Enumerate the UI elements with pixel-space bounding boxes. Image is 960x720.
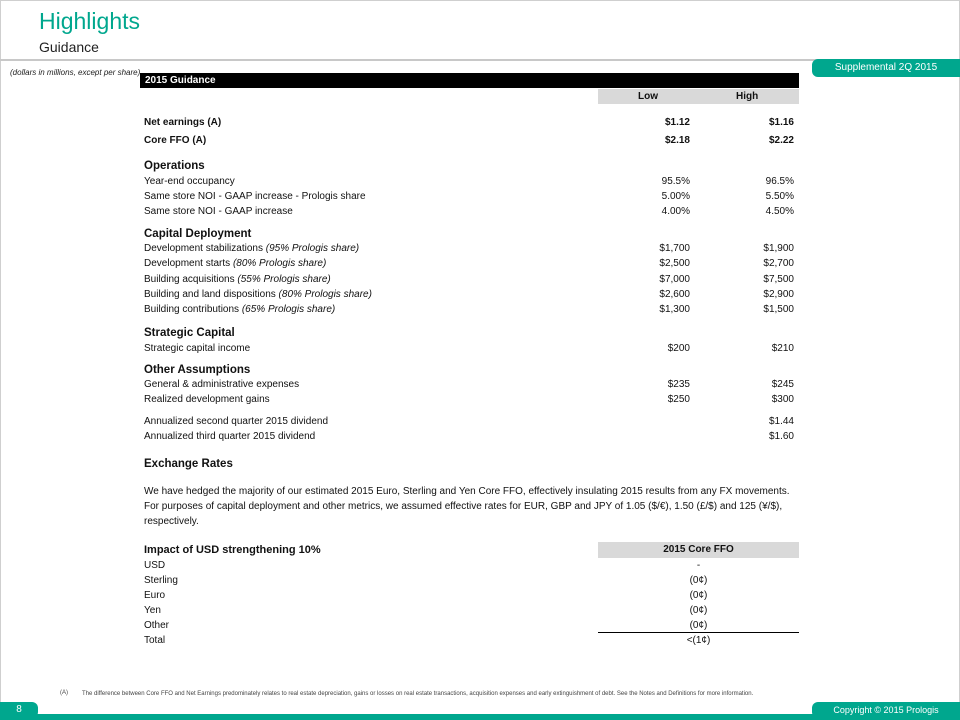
table-row xyxy=(144,191,800,205)
section-heading-other-assumptions: Other Assumptions xyxy=(144,364,251,376)
high-value: $2,700 xyxy=(763,258,794,269)
footnote-marker: (A) xyxy=(60,690,68,696)
table-row xyxy=(144,575,800,589)
exchange-rates-paragraph: We have hedged the majority of our estimated 2015 Euro, Sterling and Yen Core FFO, effectively insulating 2015 results from any FX movements. For purposes of capital deployment and other metrics, we assumed effective rates for EUR, GBP and JPY of 1.05 ($/€), 1.50 (£/$) and 125 (¥/$), respectively. xyxy=(144,486,790,527)
row-label: Sterling xyxy=(144,575,178,586)
impact-value: (0¢) xyxy=(689,575,708,586)
row-label: Euro xyxy=(144,590,166,601)
page-subtitle: Guidance xyxy=(39,39,99,55)
high-value: $2.22 xyxy=(768,135,794,146)
low-value: $1,300 xyxy=(659,304,690,315)
share-note: (80% Prologis share) xyxy=(232,258,327,269)
table-row xyxy=(144,304,800,318)
low-value: $7,000 xyxy=(659,274,690,285)
low-value: 95.5% xyxy=(661,176,690,187)
low-value: 4.00% xyxy=(661,206,690,217)
row-label: Strategic capital income xyxy=(144,343,251,354)
row-label: Building contributions (65% Prologis share) xyxy=(144,304,336,315)
table-row xyxy=(144,394,800,408)
table-row xyxy=(144,431,800,445)
row-label: Same store NOI - GAAP increase - Prologis share xyxy=(144,191,366,202)
impact-value: (0¢) xyxy=(689,605,708,616)
table-row xyxy=(144,117,800,131)
supplemental-badge: Supplemental 2Q 2015 xyxy=(812,59,960,77)
table-row xyxy=(144,274,800,288)
table-row xyxy=(144,289,800,303)
row-label: Other xyxy=(144,620,170,631)
table-row xyxy=(144,206,800,220)
row-label: Yen xyxy=(144,605,161,616)
low-value: $1,700 xyxy=(659,243,690,254)
section-heading-exchange-rates: Exchange Rates xyxy=(144,458,233,470)
low-value: $235 xyxy=(667,379,690,390)
low-column-label: Low xyxy=(638,91,658,102)
footnote-text: The difference between Core FFO and Net Earnings predominately relates to real estate depreciation, gains or losses on real estate transactions, acquisition expenses and early extinguishment of debt. See the Notes and Definitions for more information. xyxy=(82,691,754,697)
page-number: 8 xyxy=(0,702,38,718)
low-value: $2,600 xyxy=(659,289,690,300)
high-column-label: High xyxy=(736,91,759,102)
high-value: $245 xyxy=(771,379,794,390)
table-row xyxy=(144,590,800,604)
high-value: $2,900 xyxy=(763,289,794,300)
row-label: Annualized second quarter 2015 dividend xyxy=(144,416,329,427)
row-label: Net earnings (A) xyxy=(144,117,222,128)
share-note: (65% Prologis share) xyxy=(241,304,336,315)
low-value: 5.00% xyxy=(661,191,690,202)
low-value: $250 xyxy=(667,394,690,405)
impact-column-header: 2015 Core FFO xyxy=(598,542,799,558)
total-divider xyxy=(598,632,799,633)
row-label: Total xyxy=(144,635,166,646)
impact-value: - xyxy=(696,560,701,571)
high-value: 5.50% xyxy=(765,191,794,202)
high-value: 96.5% xyxy=(765,176,794,187)
low-value: $1.12 xyxy=(664,117,690,128)
table-row xyxy=(144,635,800,649)
copyright-badge: Copyright © 2015 Prologis xyxy=(812,702,960,718)
row-label: Core FFO (A) xyxy=(144,135,207,146)
low-value: $2,500 xyxy=(659,258,690,269)
row-label: Development stabilizations (95% Prologis share) xyxy=(144,243,360,254)
row-label: Development starts (80% Prologis share) xyxy=(144,258,327,269)
high-value: $1.16 xyxy=(768,117,794,128)
table-row xyxy=(144,379,800,393)
share-note: (95% Prologis share) xyxy=(265,243,360,254)
share-note: (80% Prologis share) xyxy=(278,289,372,300)
high-value: $1,500 xyxy=(763,304,794,315)
section-heading-operations: Operations xyxy=(144,160,205,172)
table-row xyxy=(144,416,800,430)
table-row xyxy=(144,135,800,149)
impact-value: (0¢) xyxy=(689,590,708,601)
high-value: $300 xyxy=(771,394,794,405)
row-label: Same store NOI - GAAP increase xyxy=(144,206,293,217)
low-value: $200 xyxy=(667,343,690,354)
guidance-column-header xyxy=(598,89,799,104)
impact-value: <(1¢) xyxy=(686,635,711,646)
section-heading-strategic-capital: Strategic Capital xyxy=(144,327,235,339)
row-label: Annualized third quarter 2015 dividend xyxy=(144,431,316,442)
page-title: Highlights xyxy=(39,8,140,34)
table-row xyxy=(144,560,800,574)
row-label: USD xyxy=(144,560,166,571)
row-label: Year-end occupancy xyxy=(144,176,235,187)
table-row xyxy=(144,605,800,619)
share-note: (55% Prologis share) xyxy=(237,274,331,285)
high-value: $1.60 xyxy=(768,431,794,442)
impact-value: (0¢) xyxy=(689,620,708,631)
high-value: $210 xyxy=(771,343,794,354)
table-row xyxy=(144,176,800,190)
units-note: (dollars in millions, except per share) xyxy=(10,68,141,77)
high-value: $1.44 xyxy=(768,416,794,427)
section-heading-capital-deployment: Capital Deployment xyxy=(144,228,252,240)
table-row xyxy=(144,258,800,272)
guidance-header-bar: 2015 Guidance xyxy=(140,73,799,88)
row-label: General & administrative expenses xyxy=(144,379,300,390)
high-value: $1,900 xyxy=(763,243,794,254)
row-label: Realized development gains xyxy=(144,394,270,405)
impact-heading: Impact of USD strengthening 10% xyxy=(144,544,321,556)
low-value: $2.18 xyxy=(664,135,690,146)
row-label: Building acquisitions (55% Prologis share) xyxy=(144,274,331,285)
high-value: $7,500 xyxy=(763,274,794,285)
row-label: Building and land dispositions (80% Prologis share) xyxy=(144,289,372,300)
table-row xyxy=(144,243,800,257)
table-row xyxy=(144,343,800,357)
high-value: 4.50% xyxy=(765,206,794,217)
